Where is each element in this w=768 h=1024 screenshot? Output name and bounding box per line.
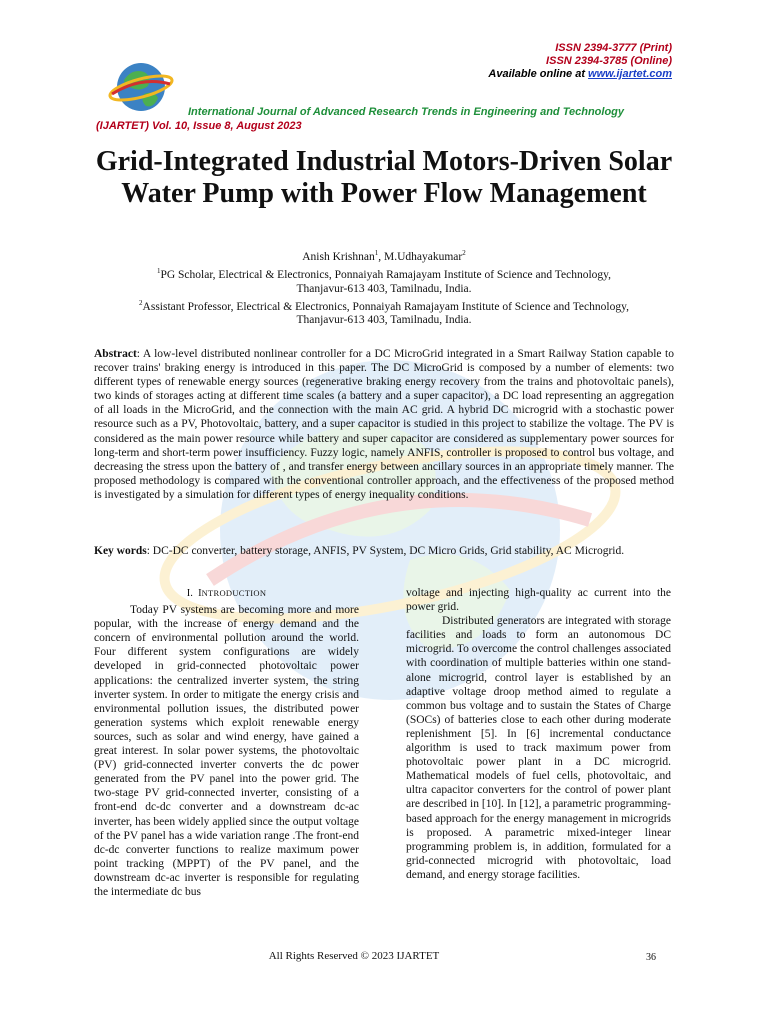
left-column xyxy=(94,586,359,899)
available-prefix: Available online at xyxy=(488,68,589,80)
website-link[interactable]: www.ijartet.com xyxy=(588,68,672,80)
affiliation-1 xyxy=(90,264,678,282)
author-1: Anish Krishnan xyxy=(302,250,375,263)
journal-info xyxy=(96,105,708,133)
affil-2-sup: 2 xyxy=(139,298,143,307)
keywords-text: : DC-DC converter, battery storage, ANFIS, PV System, DC Micro Grids, Grid stability, AC Microgrid. xyxy=(146,545,625,557)
intro-paragraph-3: Distributed generators are integrated with storage facilities and loads to form an autonomous DC microgrid. To overcome the control challenges associated with coordination of multiple batteries within one stand-alone microgrid, control layer is established by an adaptive voltage droop method aimed to regulate a common bus voltage and to sustain the States of Charge (SOCs) of batteries close to each other during moderate replenishment [5]. In [6] incremental conductance algorithm is used to track maximum power from photovoltaic power plant in a DC microgrid. Mathematical models of fuel cells, photovoltaic, and ultra capacitor converters for the control of power plant are described in [10]. In [12], a parametric programming-based approach for the energy management in microgrids is proposed. A parametric mixed-integer linear programming problem is, in addition, formulated for a grid-connected microgrid with photovoltaic, load demand, and energy storage facilities. xyxy=(406,615,671,881)
page-number: 36 xyxy=(646,952,656,963)
affil-2-line-2: Thanjavur-613 403, Tamilnadu, India. xyxy=(296,314,472,327)
available-online xyxy=(488,68,672,81)
journal-name: International Journal of Advanced Research Trends in Engineering and Technology xyxy=(188,106,625,118)
right-column xyxy=(406,586,671,882)
section-title-rest: NTRODUCTION xyxy=(201,588,267,598)
section-first-letter: I xyxy=(198,588,202,599)
intro-paragraph-2: voltage and injecting high-quality ac current into the power grid. xyxy=(406,587,671,614)
abstract xyxy=(94,347,674,502)
keywords-label: Key words xyxy=(94,545,147,557)
issn-print: ISSN 2394-3777 (Print) xyxy=(555,42,672,54)
author-2: M.Udhayakumar xyxy=(384,250,463,263)
author-block xyxy=(90,246,678,327)
section-heading xyxy=(94,586,359,601)
abstract-label: Abstract xyxy=(94,348,137,360)
affiliation-2 xyxy=(90,296,678,314)
affil-1-sup: 1 xyxy=(156,266,161,275)
keywords xyxy=(94,544,674,558)
issn-block xyxy=(488,42,672,81)
affil-1-line-1: PG Scholar, Electrical & Electronics, Ponnaiyah Ramajayam Institute of Science and Technology, xyxy=(160,268,612,281)
intro-paragraph-1: Today PV systems are becoming more and more popular, with the increase of energy demand and the concern of environmental pollution around the world. Four different system configurations are widely developed in grid-connected photovoltaic power applications: the centralized inverter system, the string inverter system. In order to mitigate the energy crisis and environmental pollution issues, the distributed power generation systems which exploit renewable energy sources, such as solar and wind energy, have gained a great interest. In solar power systems, the photovoltaic (PV) grid-connected inverter converts the dc power generated from the PV panel into the power grid. The two-stage PV grid-connected inverter, consisting of a front-end dc-dc converter and a downstream dc-ac inverter, has been widely applied since the output voltage of the PV panel has a wide variation range .The front-end dc-dc converter functions to realize maximum power point tracking (MPPT) of the PV panel, and the downstream dc-ac inverter is responsible for regulating the intermediate dc bus xyxy=(94,604,359,898)
paper-title: Grid-Integrated Industrial Motors-Driven Solar Water Pump with Power Flow Management xyxy=(95,146,673,209)
abstract-text: : A low-level distributed nonlinear controller for a DC MicroGrid integrated in a Smart Railway Station capable to recover trains' braking energy is introduced in this paper. The DC MicroGrid is composed by a number of elements: two different types of renewable energy sources (regenerative braking energy recovery from the trains and photovoltaic panels), two kinds of storages acting at different time scales (a battery and a super capacitor), a DC load representing an aggregation of all loads in the MicroGrid, and the connection with the main AC grid. A hybrid DC microgrid with a stochastic power resource such as a PV, Photovoltaic, battery, and a super capacitor is studied in this project to stabilize the voltage. The PV is considered as the main power resource while battery and super capacitor are considered as supplementary power sources for long-term and short-term power insufficiency. Fuzzy logic, namely ANFIS, controller is proposed to control bus voltage, and decreasing the stress upon the battery of , and transfer energy between ancillary sources in an appropriate timely manner. The proposed methodology is compared with the conventional controller approach, and the effectiveness of the proposed method is investigated by a simulation for different types of energy inequality conditions. xyxy=(94,348,674,501)
journal-volume: (IJARTET) Vol. 10, Issue 8, August 2023 xyxy=(96,120,302,132)
footer-copyright: All Rights Reserved © 2023 IJARTET xyxy=(268,950,440,962)
affil-2-line-1: Assistant Professor, Electrical & Electronics, Ponnaiyah Ramajayam Institute of Science and Technology, xyxy=(142,300,629,313)
author-2-sup: 2 xyxy=(462,249,466,257)
author-names xyxy=(90,246,678,264)
author-separator: , xyxy=(378,250,384,263)
issn-online: ISSN 2394-3785 (Online) xyxy=(546,55,672,67)
author-1-sup: 1 xyxy=(374,249,379,257)
affil-1-line-2: Thanjavur-613 403, Tamilnadu, India. xyxy=(296,282,472,295)
section-number: I. xyxy=(186,588,193,599)
